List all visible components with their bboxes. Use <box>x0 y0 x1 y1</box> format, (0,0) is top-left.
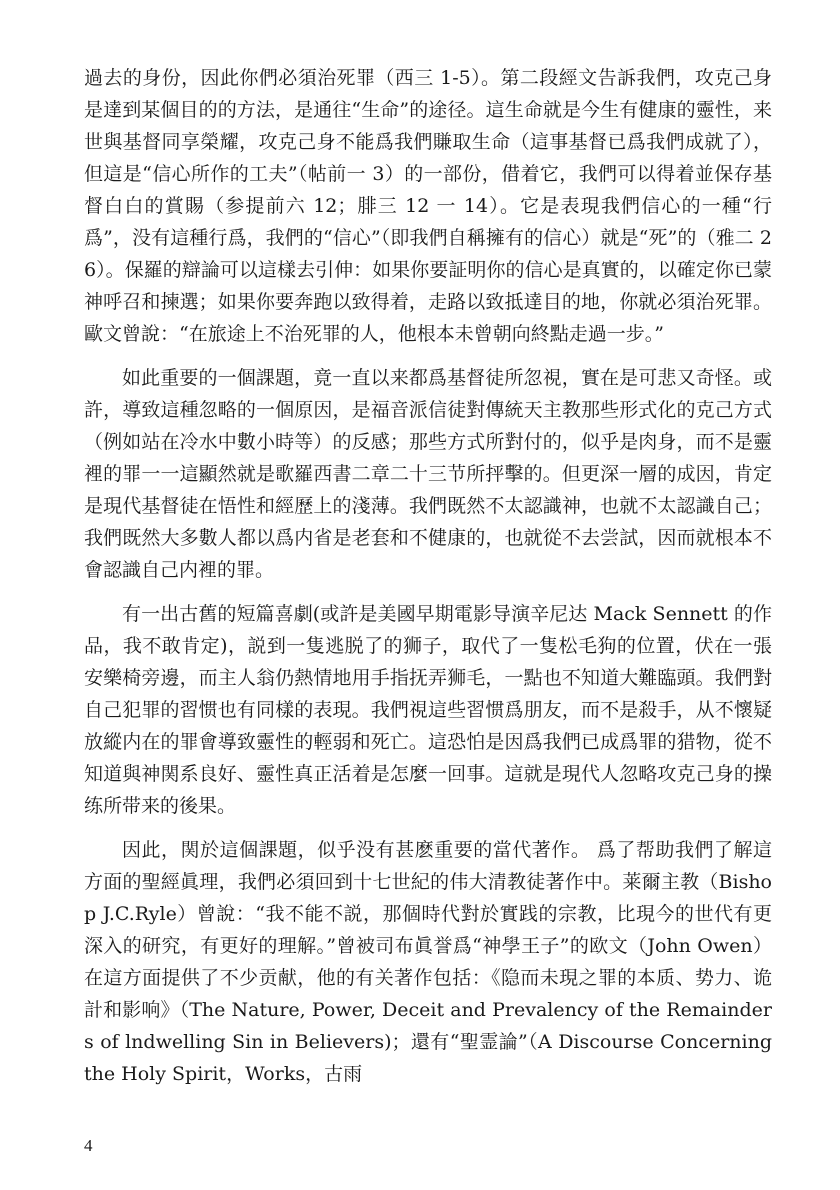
paragraph-2: 如此重要的一個課題，竟一直以来都爲基督徒所忽視，實在是可悲又奇怪。或許，導致這種忽略的一個原因，是福音派信徒對傳統天主教那些形式化的克己方式（例如站在冷水中數小時等）的反感；那些方式所對付的，似乎是肉身，而不是靈裡的罪一一這顯然就是歌羅西書二章二十三节所抨擊的。但更深一層的成因，肯定是現代基督徒在悟性和經歷上的淺薄。我們既然不太認識神，也就不太認識自己；我們既然大多數人都以爲内省是老套和不健康的，也就從不去尝試，因而就根本不會認識自己内裡的罪。 <box>84 367 772 581</box>
page-number: 4 <box>84 1136 93 1155</box>
paragraph-1: 過去的身份，因此你們必須治死罪（西三 1-5）。第二段經文告訴我們，攻克己身是達到某個目的的方法，是通往“生命”的途径。這生命就是今生有健康的靈性，来世與基督同享榮耀，攻克己身不能爲我們賺取生命（這事基督已爲我們成就了），但這是“信心所作的工夫”（帖前一 3）的一部份，借着它，我們可以得着並保存基督白白的賞賜（参提前六 12；腓三 12 一 14）。它是表現我們信心的一種“行爲”，没有這種行爲，我們的“信心”（即我們自稱擁有的信心）就是“死”的（雅二 26）。保羅的辯論可以這樣去引伸：如果你要証明你的信心是真實的，以確定你已蒙神呼召和揀選；如果你要奔跑以致得着，走路以致抵達目的地，你就必須治死罪。歐文曾說：“在旅途上不治死罪的人，他根本未曾朝向終點走過一步。” <box>84 67 772 345</box>
paragraph-3: 有一出古舊的短篇喜劇(或許是美國早期電影导演辛尼达 Mack Sennett 的作品，我不敢肯定)，説到一隻逃脱了的狮子，取代了一隻松毛狗的位置，伏在一張安樂椅旁邊，而主人翁仍熱情地用手指抚弄狮毛，一點也不知道大難臨頭。我們對自己犯罪的習惯也有同樣的表現。我們視這些習惯爲朋友，而不是殺手，从不懷疑放縱内在的罪會導致靈性的輕弱和死亡。這恐怕是因爲我們已成爲罪的猎物，從不知道與神関系良好、靈性真正活着是怎麼一回事。這就是現代人忽略攻克己身的操练所带来的後果。 <box>84 603 772 817</box>
page-body <box>84 62 772 1102</box>
paragraph-4: 因此，関於這個課題，似乎没有甚麽重要的當代著作。 爲了帮助我們了解這方面的聖經眞理，我們必須回到十七世紀的伟大清教徒著作中。莱爾主教（Bishop J.C.Ryle）曾說：“我不能不説，那個時代對於實践的宗教，比現今的世代有更深入的研究，有更好的理解。”曾被司布眞誉爲“神學王子”的欧文（John Owen）在這方面提供了不少贡献，他的有关著作包括：《隐而未現之罪的本质、势力、诡計和影响》（The Nature, Power, Deceit and Prevalency of the Remainders of lndwelling Sin in Believers)；還有“聖霊論”（A Discourse Concerning the Holy Spirit，Works，古雨 <box>84 839 772 1085</box>
